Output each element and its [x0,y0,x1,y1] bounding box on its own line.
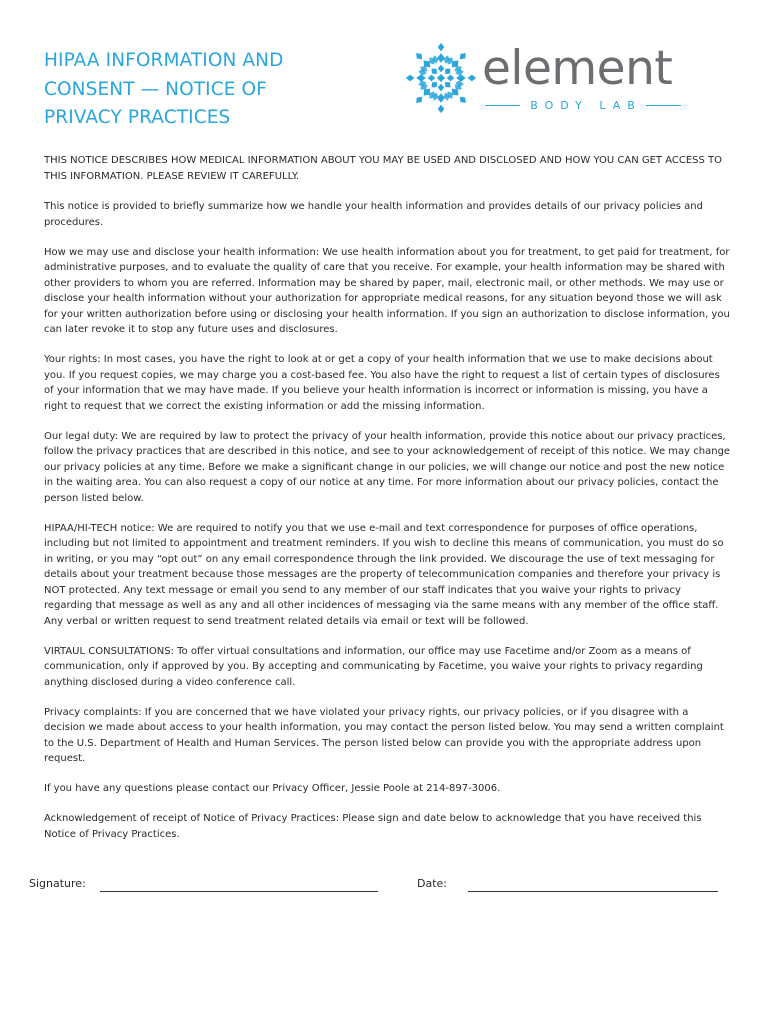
logo-wordmark: element [482,41,673,96]
element-body-lab-logo [403,40,693,120]
signature-line[interactable] [100,891,378,892]
date-label: Date: [417,877,447,890]
title-line-1: HIPAA INFORMATION AND [44,50,284,71]
signature-label: Signature: [29,877,86,890]
tagline-text: BODY LAB [530,98,642,112]
acknowledgement-paragraph: Acknowledgement of receipt of Notice of Privacy Practices: Please sign and date below to acknowledge that you have received this Notice of Privacy Practices. [44,813,702,840]
date-line[interactable] [468,891,718,892]
snowflake-icon [403,40,479,116]
questions-paragraph: If you have any questions please contact our Privacy Officer, Jessie Poole at 214-897-3006. [44,783,501,794]
tagline-rule-right [646,105,681,106]
signature-row [29,875,729,897]
notice-heading: THIS NOTICE DESCRIBES HOW MEDICAL INFORMATION ABOUT YOU MAY BE USED AND DISCLOSED AND HOW YOU CAN GET ACCESS TO THIS INFORMATION. PLEASE REVIEW IT CAREFULLY. [44,155,723,182]
intro-paragraph: This notice is provided to briefly summarize how we handle your health information and provides details of our privacy policies and procedures. [44,201,703,228]
legal-duty-paragraph: Our legal duty: We are required by law to protect the privacy of your health information, provide this notice about our privacy practices, follow the privacy practices that are described in this notice, and see to your acknowledgement of receipt of this notice. We may change our privacy policies at any time. Before we make a significant change in our policies, we will change our notice and post the new notice in the waiting area. You can also request a copy of our notice at any time. For more information about our privacy policies, contact the person listed below. [44,430,731,504]
title-line-2: CONSENT — NOTICE OF [44,78,267,100]
logo-tagline [485,97,681,113]
use-disclose-paragraph: How we may use and disclose your health information: We use health information about you for treatment, to get paid for treatment, for administrative purposes, and to evaluate the quality of care that you receive. For example, your health information may be shared with other providers to whom you are referred. Information may be shared by paper, mail, electronic mail, or other methods. We may use or disclose your health information without your authorization for appropriate medical reasons, for any situation beyond those we will ask for your written authorization before using or disclosing your health information. If you sign an authorization to disclose information, you can later revoke it to stop any future uses and disclosures. [44,246,730,335]
title-line-3: PRIVACY PRACTICES [44,107,231,128]
document-title [44,47,344,133]
hitech-paragraph: HIPAA/HI-TECH notice: We are required to notify you that we use e-mail and text correspondence for purposes of office operations, including but not limited to appointment and treatment reminders. If you wish to decline this means of communication, you must do so in writing, or you may “opt out” on any email correspondence through the link provided. We discourage the use of text messaging for details about your treatment because those messages are the property of telecommunication companies and therefore your privacy is NOT protected. Any text message or email you send to any member of our staff indicates that you waive your rights to privacy regarding that message as well as any and all other incidences of messaging via the same means with any member of the office staff. Any verbal or written request to send treatment related details via email or text will be followed. [44,522,724,627]
rights-paragraph: Your rights: In most cases, you have the right to look at or get a copy of your health information that we use to make decisions about you. If you request copies, we may charge you a cost-based fee. You also have the right to request a list of certain types of disclosures of your information that we may have made. If you believe your health information is incorrect or information is missing, you have a right to request that we correct the existing information or add the missing information. [44,354,720,412]
complaints-paragraph: Privacy complaints: If you are concerned that we have violated your privacy rights, our privacy policies, or if you disagree with a decision we made about access to your health information, you may contact the person listed below. You may send a written complaint to the U.S. Department of Health and Human Services. The person listed below can provide you with the appropriate address upon request. [44,706,724,764]
virtual-consultations-paragraph: VIRTAUL CONSULTATIONS: To offer virtual consultations and information, our office may use Facetime and/or Zoom as a means of communication, only if approved by you. By accepting and communicating by Facetime, you waive your rights to privacy regarding anything disclosed during a video conference call. [44,645,703,688]
notice-body [44,153,732,857]
tagline-rule-left [485,105,520,106]
